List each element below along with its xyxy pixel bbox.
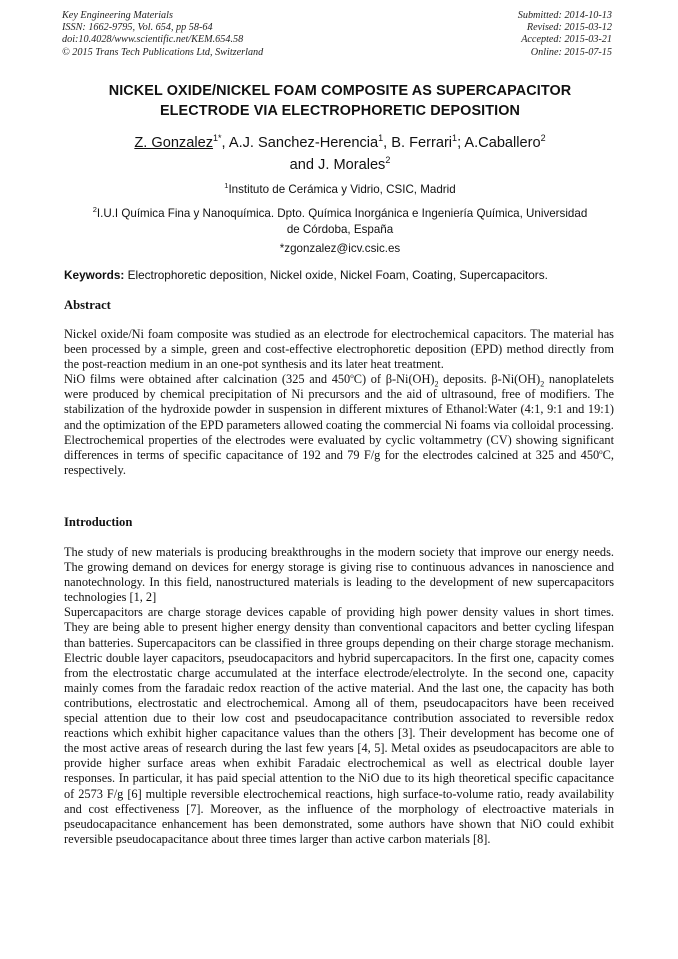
author-affil-mark: 2 xyxy=(540,133,546,143)
author-list xyxy=(60,132,620,176)
introduction-paragraph: The study of new materials is producing breakthroughs in the modern society that improve our energy needs. The growing demand on devices for energy storage is giving rise to continuous advances in nanoscience and nanotechnology. In this field, nanostructured materials is leading to the development of new supercapacitors technologies [1, 2] xyxy=(64,545,614,605)
author-affil-mark: 1* xyxy=(213,133,222,143)
authors-line-2 xyxy=(60,154,620,176)
author-name: B. Ferrari xyxy=(391,135,453,151)
keywords-label: Keywords: xyxy=(64,268,125,282)
journal-copyright: © 2015 Trans Tech Publications Ltd, Switzerland xyxy=(62,46,264,58)
keywords xyxy=(64,268,624,283)
affiliation-1 xyxy=(60,182,620,198)
author-name: A.Caballero xyxy=(464,135,541,151)
title-line-2: ELECTRODE VIA ELECTROPHORETIC DEPOSITION xyxy=(159,102,521,119)
journal-header xyxy=(62,10,263,59)
introduction-heading: Introduction xyxy=(64,515,133,529)
title-line-1: NICKEL OXIDE/NICKEL FOAM COMPOSITE AS SUPERCAPACITOR xyxy=(108,83,572,99)
affiliation-text: I.U.I Química Fina y Nanoquímica. Dpto. Química Inorgánica e Ingeniería Química, Universidad xyxy=(96,207,588,220)
date-revised: Revised: 2015-03-12 xyxy=(526,22,612,34)
author-name: Z. Gonzalez xyxy=(134,135,214,151)
journal-name: Key Engineering Materials xyxy=(62,10,173,21)
affiliation-text: de Córdoba, España xyxy=(286,222,394,236)
author-name: J. Morales xyxy=(318,157,386,173)
journal-issn: ISSN: 1662-9795, Vol. 654, pp 58-64 xyxy=(62,22,213,34)
authors-conjunction: and xyxy=(289,157,314,173)
corresponding-email: *zgonzalez@icv.csic.es xyxy=(279,242,401,255)
author-name: A.J. Sanchez-Herencia xyxy=(228,135,379,151)
abstract-body xyxy=(64,327,614,478)
author-affil-mark: 1 xyxy=(452,133,458,143)
introduction-paragraph: Supercapacitors are charge storage devices capable of providing high power density values in short times. They are being able to present higher energy density than conventional capacitors and better cycling lifespan than batteries. Supercapacitors can be classified in three groups depending on their charge storage mechanism. Electric double layer capacitors, pseudocapacitors and hybrid supercapacitors. In the first one, capacity comes from the electrostatic charge accumulated at the interface electrode/electrolyte. In the second one, capacity mainly comes from the faradaic redox reaction of the active material. And the last one, the capacity has both contributions, electrostatic and electrochemical. Among all of them, pseudocapacitors have been received special attention due to their low cost and pseudocapacitance contribution associated to reversible redox reactions which exhibit higher capacitance values than the others [3]. Their development has become one of the most active areas of research during the last few years [4, 5]. Metal oxides as pseudocapacitors are able to provide higher surface areas when exhibit Faradaic electrochemical as well as electrical double layer responses. In particular, it has paid special attention to the NiO due to its high theoretical specific capacitance of 2573 F/g [6] multiple reversible electrochemical reactions, high surface-to-volume ratio, ready availability and cost effectiveness [7]. Moreover, as the influence of the morphology of electroactive materials in pseudocapacitance enhancement has been demonstrated, some authors have shown that NiO could exhibit reversible pseudocapacitance about three times larger than active carbon materials [8]. xyxy=(64,605,614,846)
introduction-body xyxy=(64,545,614,847)
author-affil-mark: 1 xyxy=(378,133,384,143)
affiliation-text: Instituto de Cerámica y Vidrio, CSIC, Madrid xyxy=(228,183,456,196)
affiliation-mark: 2 xyxy=(92,205,97,214)
journal-doi: doi:10.4028/www.scientific.net/KEM.654.58 xyxy=(62,34,244,46)
abstract-paragraph: NiO films were obtained after calcination (325 and 450$^o$C) of $\beta-Ni(OH)_2$ deposits. $\beta-Ni(OH)_2$ nanoplatelets were produced by chemical precipitation of Ni precursors and the aid of ultrasound, free of modifiers. The stabilization of the hydroxide powder in suspension in different mixtures of Ethanol:Water (4:1, 9:1 and 19:1) and the optimization of the EPD parameters allowed coating the commercial Ni foams via colloidal processing. xyxy=(64,372,614,432)
keywords-text: Electrophoretic deposition, Nickel oxide, Nickel Foam, Coating, Supercapacitors. xyxy=(127,268,548,282)
abstract-paragraph: Nickel oxide/Ni foam composite was studied as an electrode for electrochemical capacitors. The material has been processed by a simple, green and cost-effective electrophoretic deposition (EPD) method directly from the post-reaction medium in an one-pot synthesis and its later heat treatment. xyxy=(64,327,614,372)
date-accepted: Accepted: 2015-03-21 xyxy=(521,34,612,46)
affiliation-2 xyxy=(60,206,620,237)
dates-header xyxy=(518,10,612,59)
date-submitted: Submitted: 2014-10-13 xyxy=(517,10,612,21)
date-online: Online: 2015-07-15 xyxy=(530,46,612,58)
authors-line-1: Z. Gonzalez$^{1*}$, A.J. Sanchez-Herencia$^1$, B. Ferrari$^1$; A.Caballero$^2$ xyxy=(134,133,546,151)
paper-title xyxy=(60,82,620,121)
abstract-heading: Abstract xyxy=(64,298,111,312)
author-affil-mark: 2 xyxy=(385,155,391,165)
abstract-paragraph: Electrochemical properties of the electrodes were evaluated by cyclic voltammetry (CV) showing significant differences in terms of specific capacitance of 192 and 79 F/g for the electrodes calcined at 325 and 450$^o$C, respectively. xyxy=(64,432,614,477)
affiliation-mark: 1 xyxy=(224,181,229,190)
